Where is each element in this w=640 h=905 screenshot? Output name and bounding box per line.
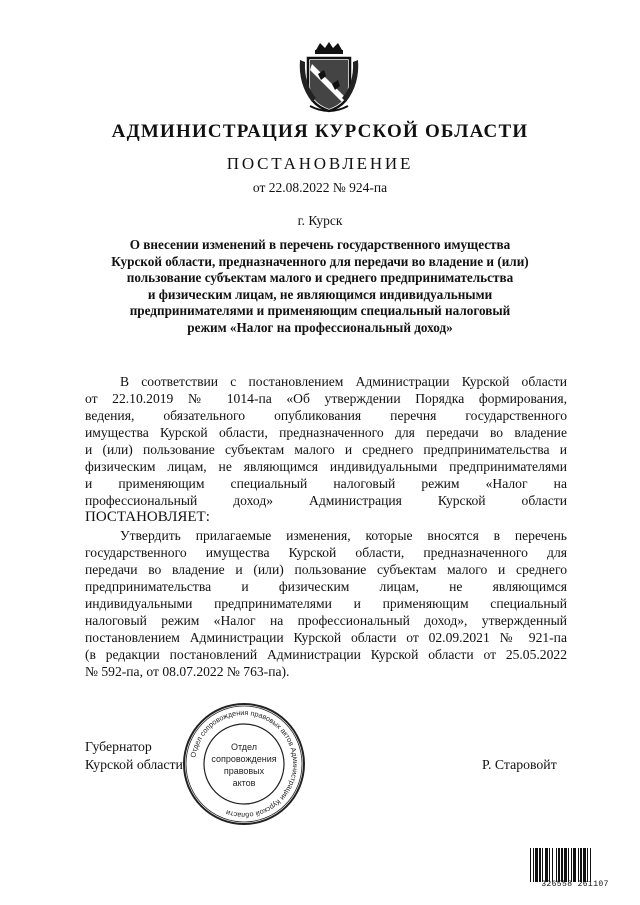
body-line: и применяющим специальный налоговый режим «Налог на (85, 476, 567, 491)
body-line: предпринимательства и физическим лицам, не являющимся (85, 579, 567, 594)
document-date-number: от 22.08.2022 № 924-па (252, 180, 388, 195)
barcode-number: 326558 261107 (541, 880, 609, 889)
subject-line: пользование субъектам малого и среднего предпринимательства (126, 270, 514, 286)
body-line: государственного имущества Курской области, предназначенного для (85, 545, 567, 560)
organization-title: АДМИНИСТРАЦИЯ КУРСКОЙ ОБЛАСТИ (111, 121, 529, 142)
body-line: передачи во владение и (или) пользование субъектам малого и среднего (85, 562, 567, 577)
document-city: г. Курск (297, 213, 343, 228)
coat-of-arms-emblem (296, 40, 362, 114)
body-line: № 592-па, от 08.07.2022 № 763-па). (85, 664, 290, 679)
official-stamp (180, 700, 308, 828)
body-line: и (или) пользование субъектам малого и среднего предпринимательства и (85, 442, 567, 457)
signatory-title-line2: Курской области (85, 757, 183, 772)
body-line: постановлением Администрации Курской области от 02.09.2021 № 921-па (85, 630, 567, 645)
subject-line: О внесении изменений в перечень государственного имущества (129, 237, 511, 252)
body-line: (в редакции постановлений Администрации Курской области от 25.05.2022 (85, 647, 567, 662)
stamp-center-line: сопровождения (211, 754, 277, 764)
body-line: профессиональный доход» Администрация Курской области (85, 493, 567, 508)
body-line: В соответствии с постановлением Администрации Курской области (120, 374, 567, 389)
document-subject (90, 237, 550, 337)
body-line: Утвердить прилагаемые изменения, которые вносятся в перечень (120, 528, 567, 543)
body-line: имущества Курской области, предназначенного для передачи во владение (85, 425, 567, 440)
document-type: ПОСТАНОВЛЕНИЕ (226, 154, 414, 173)
signatory-title-line1: Губернатор (85, 739, 152, 754)
body-line: от 22.10.2019 № 1014-па «Об утверждении Порядка формирования, (85, 391, 567, 406)
signatory-name: Р. Старовойт (482, 757, 557, 772)
resolution-word: ПОСТАНОВЛЯЕТ: (85, 509, 210, 525)
body-line: налоговый режим «Налог на профессиональный доход», утвержденный (85, 613, 567, 628)
stamp-ring-text: Отдел сопровождения правовых актов Администрации Курской области (188, 707, 301, 821)
barcode (530, 848, 620, 882)
stamp-center-line: актов (232, 778, 256, 788)
stamp-center-line: правовых (223, 766, 265, 776)
stamp-center-line: Отдел (230, 742, 258, 752)
subject-line: Курской области, предназначенного для передачи во владение и (или) (111, 253, 529, 269)
subject-line: предпринимателями и применяющим специальный налоговый (129, 303, 511, 319)
subject-line: режим «Налог на профессиональный доход» (187, 319, 453, 335)
subject-line: и физическим лицам, не являющимся индивидуальными (147, 286, 493, 302)
body-line: физическим лицам, не являющимся индивидуальными предпринимателями (85, 459, 567, 474)
body-line: ведения, обязательного опубликования перечня государственного (85, 408, 567, 423)
body-line: индивидуальными предпринимателями и применяющим специальный (85, 596, 567, 611)
